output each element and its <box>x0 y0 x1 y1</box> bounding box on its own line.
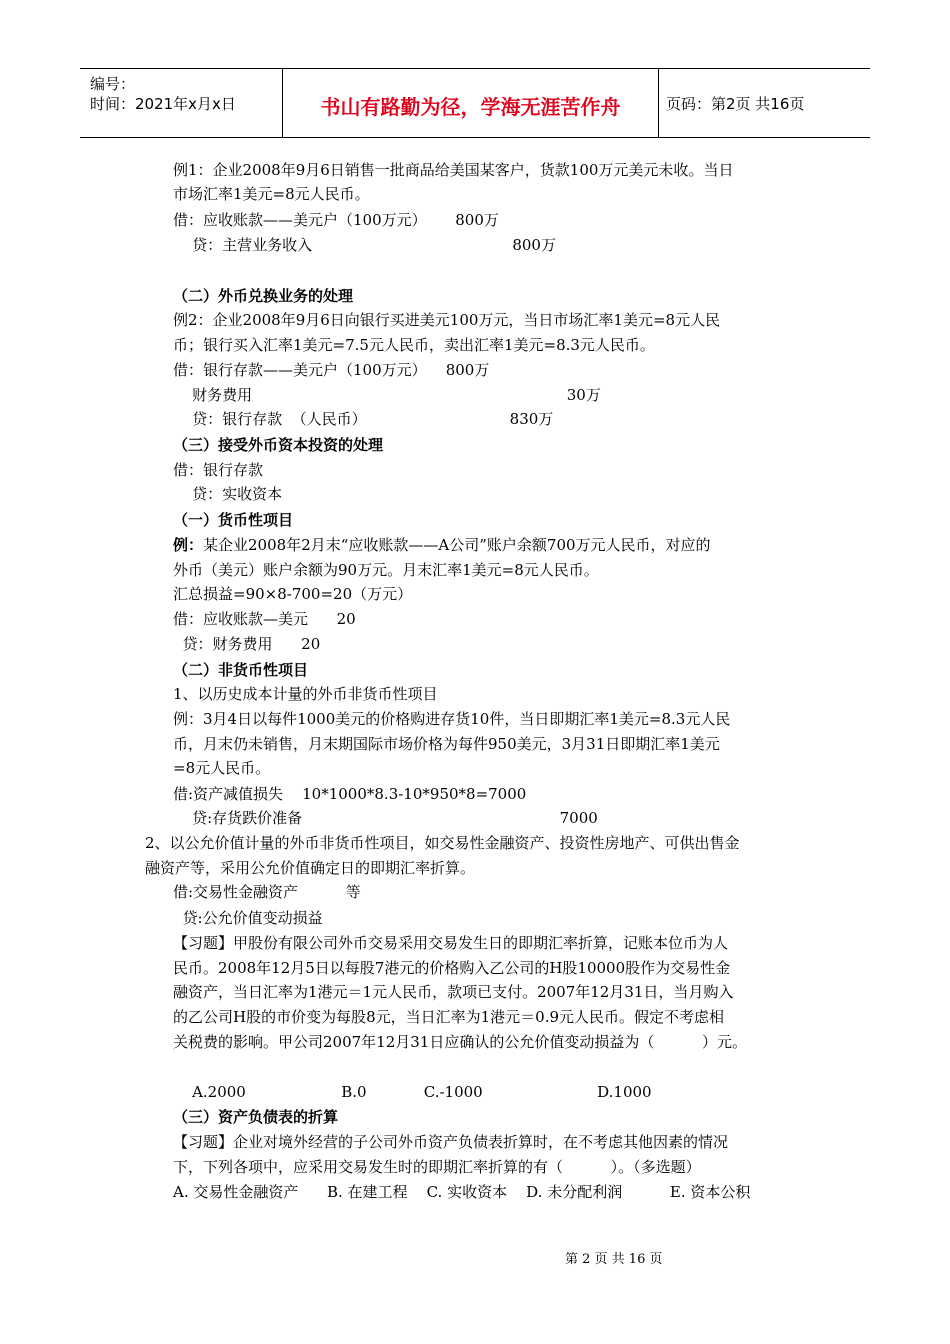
date-label: 时间：2021年x月x日 <box>90 95 236 113</box>
body-line: 借：应收账款——美元户（100万元） 800万 <box>173 211 499 229</box>
body-line: 1、以历史成本计量的外币非货币性项目 <box>173 685 438 703</box>
section-heading: （二）非货币性项目 <box>173 661 309 679</box>
body-line: 【习题】甲股份有限公司外币交易采用交易发生日的即期汇率折算，记账本位币为人 <box>173 934 729 952</box>
body-line: A.2000 B.0 C.-1000 D.1000 <box>173 1083 652 1101</box>
body-line: 例1：企业2008年9月6日销售一批商品给美国某客户，货款100万元美元未收。当日 <box>173 161 734 179</box>
body-line: 借：银行存款——美元户（100万元） 800万 <box>173 361 490 379</box>
section-heading: （二）外币兑换业务的处理 <box>173 287 354 305</box>
body-line: 的乙公司H股的市价变为每股8元，当日汇率为1港元＝0.9元人民币。假定不考虑相 <box>173 1008 725 1026</box>
body-line: 2、以公允价值计量的外币非货币性项目，如交易性金融资产、投资性房地产、可供出售金 <box>145 834 740 852</box>
body-line: 关税费的影响。甲公司2007年12月31日应确认的公允价值变动损益为（ ）元。 <box>173 1033 748 1051</box>
body-line: 贷：实收资本 <box>173 485 283 503</box>
body-line: 借：银行存款 <box>173 461 264 479</box>
body-line: 贷：财务费用 20 <box>173 635 321 653</box>
body-line: 例：某企业2008年2月末“应收账款——A公司”账户余额700万元人民币，对应的 <box>173 536 711 554</box>
section-heading: （一）货币性项目 <box>173 511 294 529</box>
section-heading: （三）资产负债表的折算 <box>173 1108 339 1126</box>
body-line: 贷:存货跌价准备 7000 <box>173 809 598 827</box>
body-line: 市场汇率1美元=8元人民币。 <box>173 185 370 203</box>
body-line: 例2：企业2008年9月6日向银行买进美元100万元，当日市场汇率1美元=8元人民 <box>173 311 721 329</box>
body-line: =8元人民币。 <box>173 759 271 777</box>
body-line: 币；银行买入汇率1美元=7.5元人民币，卖出汇率1美元=8.3元人民币。 <box>173 336 655 354</box>
body-line: 贷：主营业务收入 800万 <box>173 236 556 254</box>
body-line: 币，月末仍未销售，月末期国际市场价格为每件950美元，3月31日即期汇率1美元 <box>173 735 720 753</box>
body-line: 外币（美元）账户余额为90万元。月末汇率1美元=8元人民币。 <box>173 561 599 579</box>
body-line: 借:资产减值损失 10*1000*8.3-10*950*8=7000 <box>173 785 527 803</box>
body-line: 汇总损益=90×8-700=20（万元） <box>173 585 413 603</box>
body-line: 【习题】企业对境外经营的子公司外币资产负债表折算时，在不考虑其他因素的情况 <box>173 1133 729 1151</box>
number-label: 编号： <box>90 75 136 93</box>
body-line: 借:交易性金融资产 等 <box>173 883 361 901</box>
body-line: 民币。2008年12月5日以每股7港元的价格购入乙公司的H股10000股作为交易性金 <box>173 959 731 977</box>
section-heading: （三）接受外币资本投资的处理 <box>173 436 384 454</box>
body-line: 融资产，当日汇率为1港元＝1元人民币，款项已支付。2007年12月31日，当月购入 <box>173 983 734 1001</box>
body-line: 融资产等，采用公允价值确定日的即期汇率折算。 <box>145 859 476 877</box>
header-page-info: 页码：第2页 共16页 <box>666 95 805 113</box>
body-line: 贷：银行存款 （人民币） 830万 <box>173 410 554 428</box>
body-line: 财务费用 30万 <box>173 386 601 404</box>
header-motto: 书山有路勤为径，学海无涯苦作舟 <box>320 95 621 119</box>
body-line: 贷:公允价值变动损益 <box>173 909 323 927</box>
body-line: 例：3月4日以每件1000美元的价格购进存货10件，当日即期汇率1美元=8.3元人民 <box>173 710 731 728</box>
footer-page-number: 第 2 页 共 16 页 <box>565 1252 663 1267</box>
body-line: A. 交易性金融资产 B. 在建工程 C. 实收资本 D. 未分配利润 E. 资本公积 <box>173 1183 751 1201</box>
body-line: 借：应收账款—美元 20 <box>173 610 356 628</box>
body-line: 下，下列各项中，应采用交易发生时的即期汇率折算的有（ ）。（多选题） <box>173 1158 701 1176</box>
